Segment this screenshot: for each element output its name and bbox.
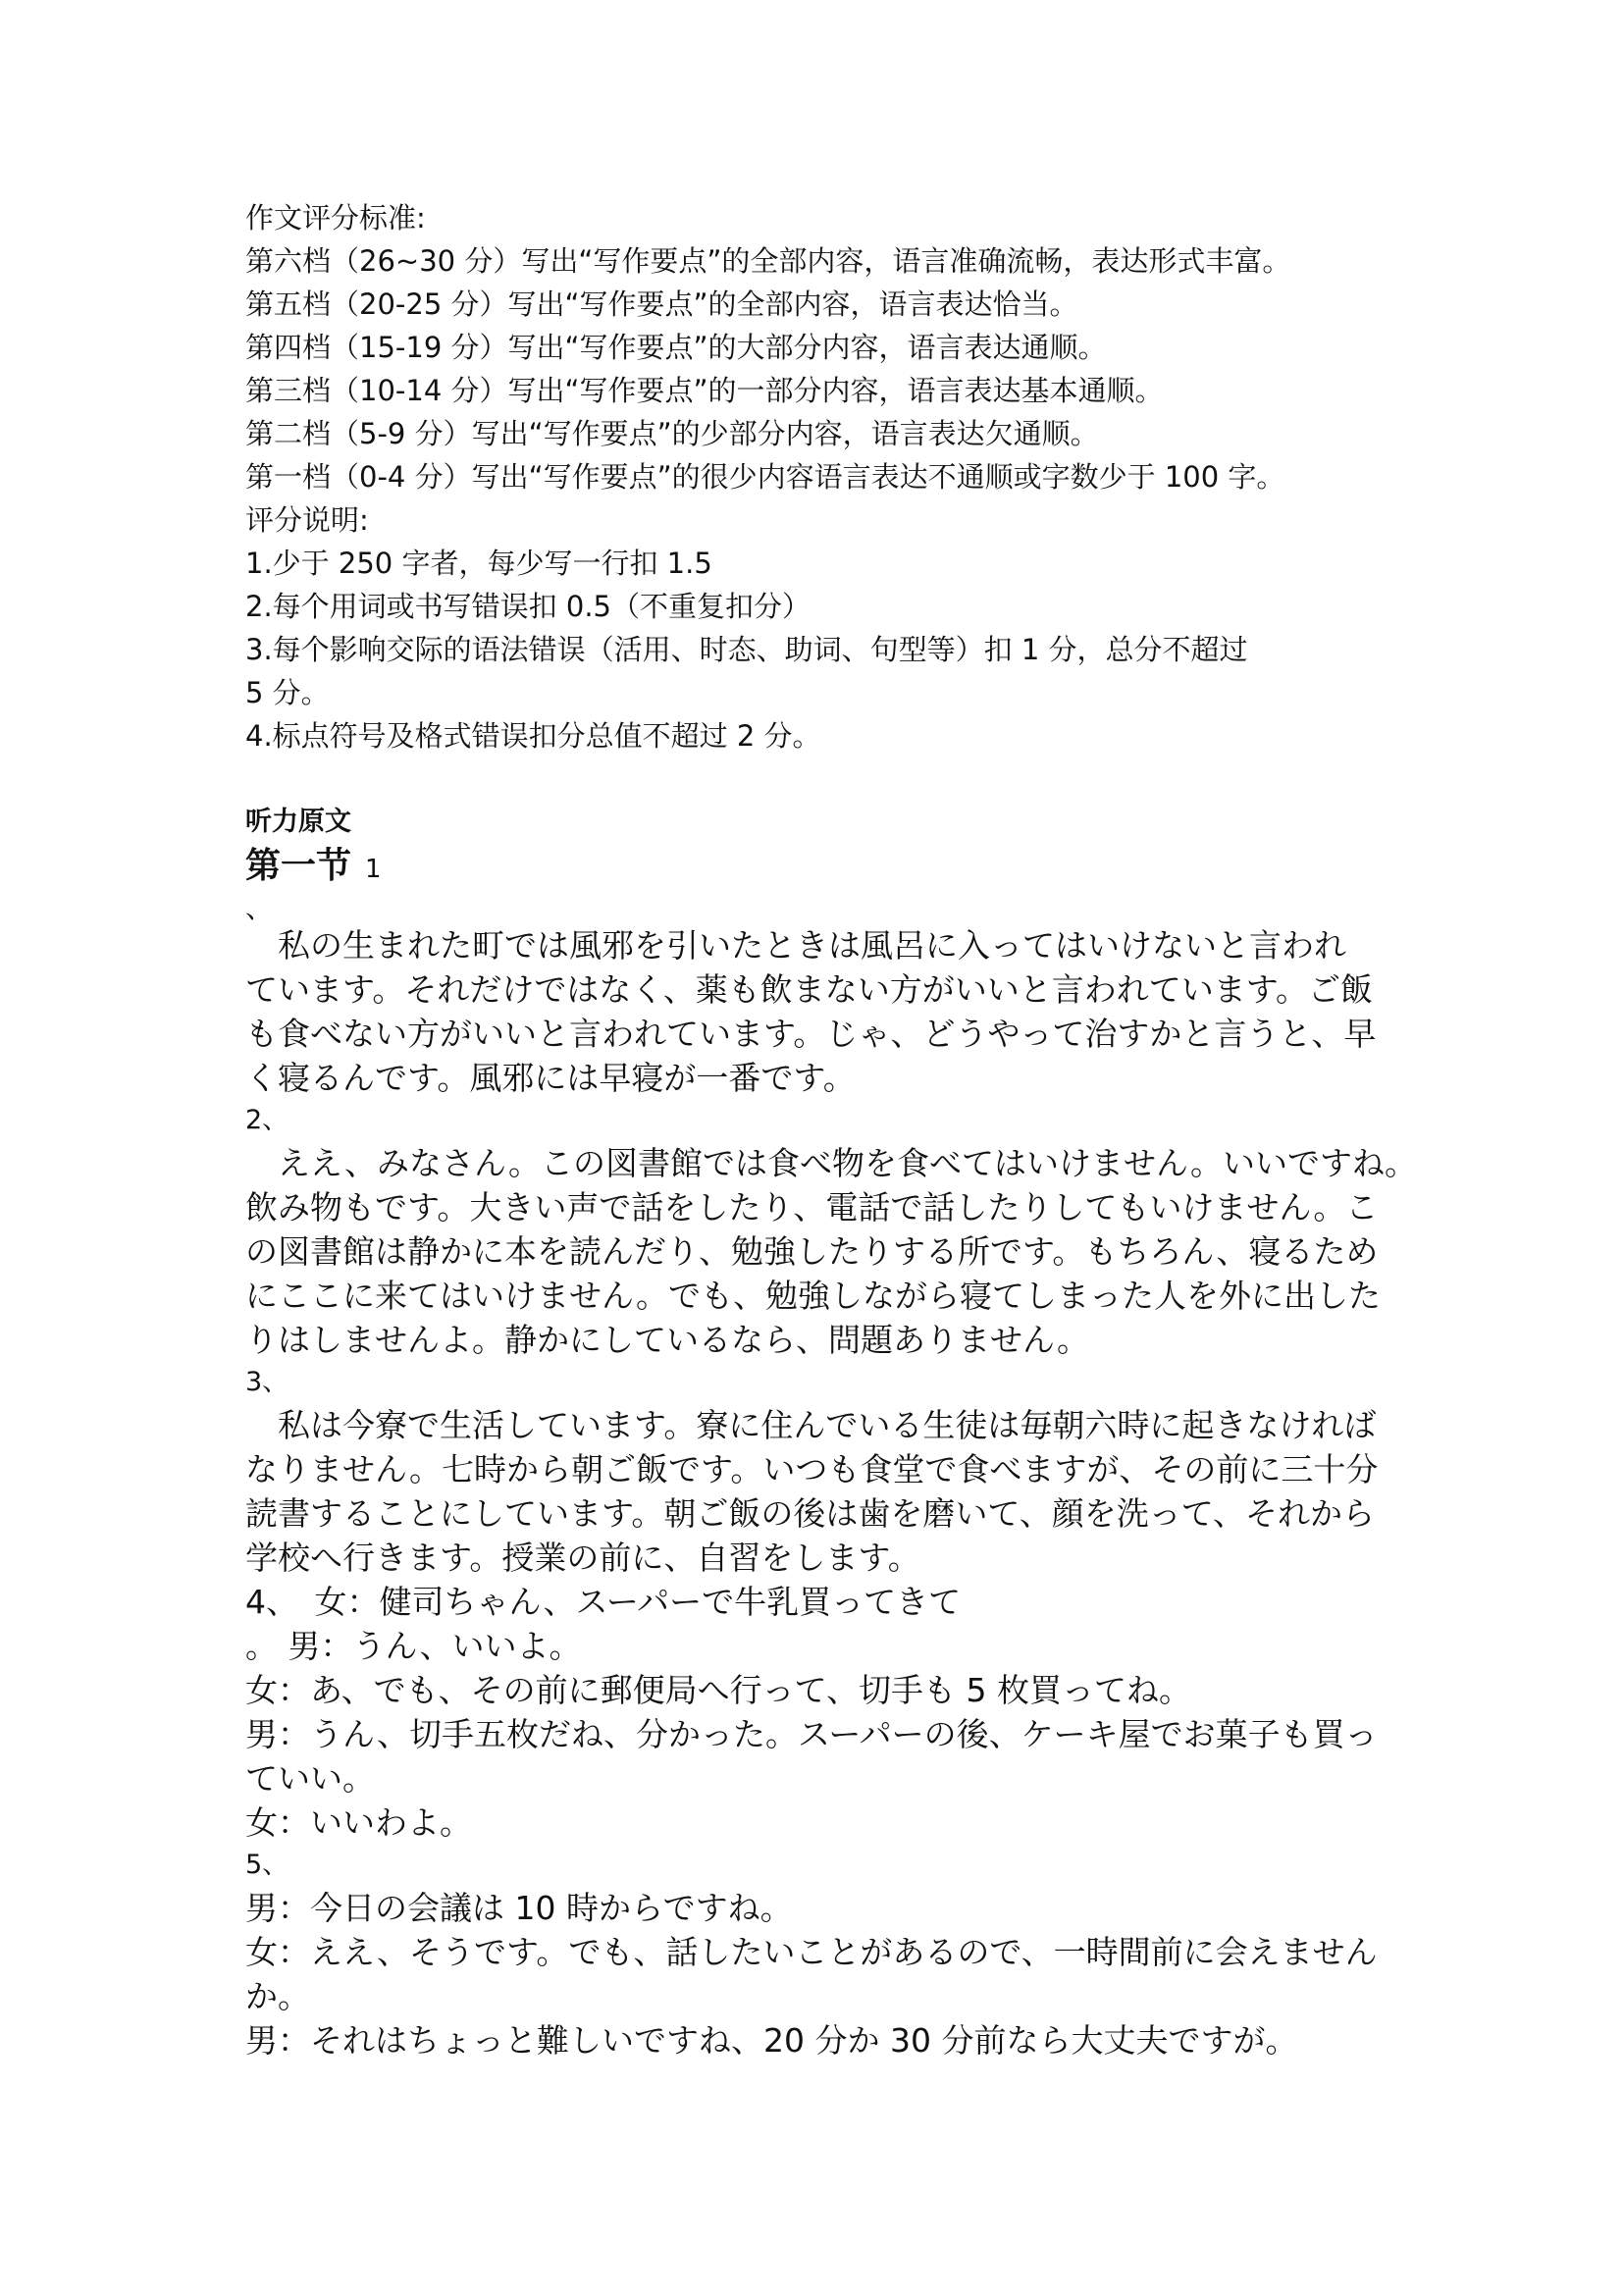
- scoring-item: 3.每个影响交际的语法错误（活用、时态、助词、句型等）扣 1 分，总分不超过: [245, 633, 1248, 666]
- question-label: 5、: [245, 1850, 289, 1880]
- paragraph-line: の図書館は静かに本を読んだり、勉強したりする所です。もちろん、寝るため: [245, 1232, 1379, 1271]
- question-label: 3、: [245, 1367, 289, 1397]
- criteria-level: 第六档（26~30 分）写出“写作要点”的全部内容，语言准确流畅，表达形式丰富。: [245, 244, 1291, 278]
- question-1: [245, 894, 1403, 1100]
- paragraph-line: ています。それだけではなく、薬も飲まない方がいいと言われています。ご飯: [245, 970, 1374, 1009]
- criteria-level: 第二档（5-9 分）写出“写作要点”的少部分内容，语言表达欠通顺。: [245, 417, 1099, 450]
- question-mark: 、: [245, 892, 274, 924]
- dialogue-line: 女：あ、でも、その前に郵便局へ行って、切手も 5 枚買ってね。: [245, 1671, 1191, 1709]
- listening-title: 听力原文: [245, 807, 351, 837]
- criteria-title: 作文评分标准:: [245, 201, 426, 235]
- scoring-item: 5 分。: [245, 676, 330, 709]
- question-2: [245, 1100, 1417, 1362]
- dialogue-line: 女：ええ、そうです。でも、話したいことがあるので、一時間前に会えません: [245, 1933, 1378, 1971]
- section-number: 1: [365, 855, 382, 884]
- paragraph-line: も食べない方がいいと言われています。じゃ、どうやって治すかと言うと、早: [245, 1015, 1377, 1053]
- paragraph-line: なりません。七時から朝ご飯です。いつも食堂で食べますが、その前に三十分: [245, 1450, 1379, 1488]
- document-page: [245, 196, 1417, 2062]
- dialogue-line: 4、 女：健司ちゃん、スーパーで牛乳買ってきて: [245, 1583, 962, 1621]
- scoring-section: [245, 498, 1403, 757]
- listening-section: [245, 803, 1417, 2062]
- criteria-level: 第五档（20-25 分）写出“写作要点”的全部内容，语言表达恰当。: [245, 287, 1078, 321]
- paragraph-line: 飲み物もです。大きい声で話をしたり、電話で話したりしてもいけません。こ: [245, 1188, 1379, 1226]
- paragraph-line: にここに来てはいけません。でも、勉強しながら寝てしまった人を外に出した: [245, 1277, 1381, 1315]
- dialogue-line: ていい。: [245, 1759, 375, 1798]
- question-3: [245, 1362, 1403, 1580]
- paragraph-line: 私の生まれた町では風邪を引いたときは風呂に入ってはいけないと言われ: [278, 926, 1346, 965]
- dialogue-line: 。 男：うん、いいよ。: [245, 1627, 582, 1665]
- scoring-item: 1.少于 250 字者，每少写一行扣 1.5: [245, 547, 712, 580]
- dialogue-line: か。: [245, 1977, 310, 2015]
- paragraph-line: 学校へ行きます。授業の前に、自習をします。: [245, 1539, 920, 1577]
- scoring-title: 评分说明:: [245, 503, 369, 537]
- section-label: 第一节: [245, 846, 352, 886]
- criteria-level: 第一档（0-4 分）写出“写作要点”的很少内容语言表达不通顺或字数少于 100 字。: [245, 460, 1285, 494]
- dialogue-line: 男：それはちょっと難しいですね、20 分か 30 分前なら大丈夫ですが。: [245, 2021, 1298, 2060]
- paragraph-line: ええ、みなさん。この図書館では食べ物を食べてはいけません。いいですね。: [278, 1144, 1417, 1182]
- paragraph-line: りはしませんよ。静かにしているなら、問題ありません。: [245, 1321, 1089, 1359]
- paragraph-line: 読書することにしています。朝ご飯の後は歯を磨いて、顔を洗って、それから: [245, 1494, 1376, 1533]
- criteria-level: 第四档（15-19 分）写出“写作要点”的大部分内容，语言表达通顺。: [245, 331, 1107, 364]
- dialogue-line: 男：うん、切手五枚だね、分かった。スーパーの後、ケーキ屋でお菓子も買っ: [245, 1715, 1378, 1753]
- question-label: 2、: [245, 1105, 289, 1135]
- paragraph-line: 私は今寮で生活しています。寮に住んでいる生徒は毎朝六時に起きなければ: [278, 1406, 1377, 1444]
- scoring-item: 2.每个用词或书写错误扣 0.5（不重复扣分）: [245, 590, 812, 623]
- scoring-item: 4.标点符号及格式错误扣分总值不超过 2 分。: [245, 719, 821, 753]
- dialogue-line: 女：いいわよ。: [245, 1803, 472, 1842]
- section-heading: [245, 842, 1403, 894]
- dialogue-line: 男：今日の会議は 10 時からですね。: [245, 1889, 793, 1927]
- criteria-section: [245, 196, 1403, 498]
- criteria-level: 第三档（10-14 分）写出“写作要点”的一部分内容，语言表达基本通顺。: [245, 374, 1164, 407]
- paragraph-line: く寝るんです。風邪には早寝が一番です。: [245, 1059, 856, 1097]
- question-5: [245, 1845, 1403, 2062]
- question-4: [245, 1580, 1403, 1845]
